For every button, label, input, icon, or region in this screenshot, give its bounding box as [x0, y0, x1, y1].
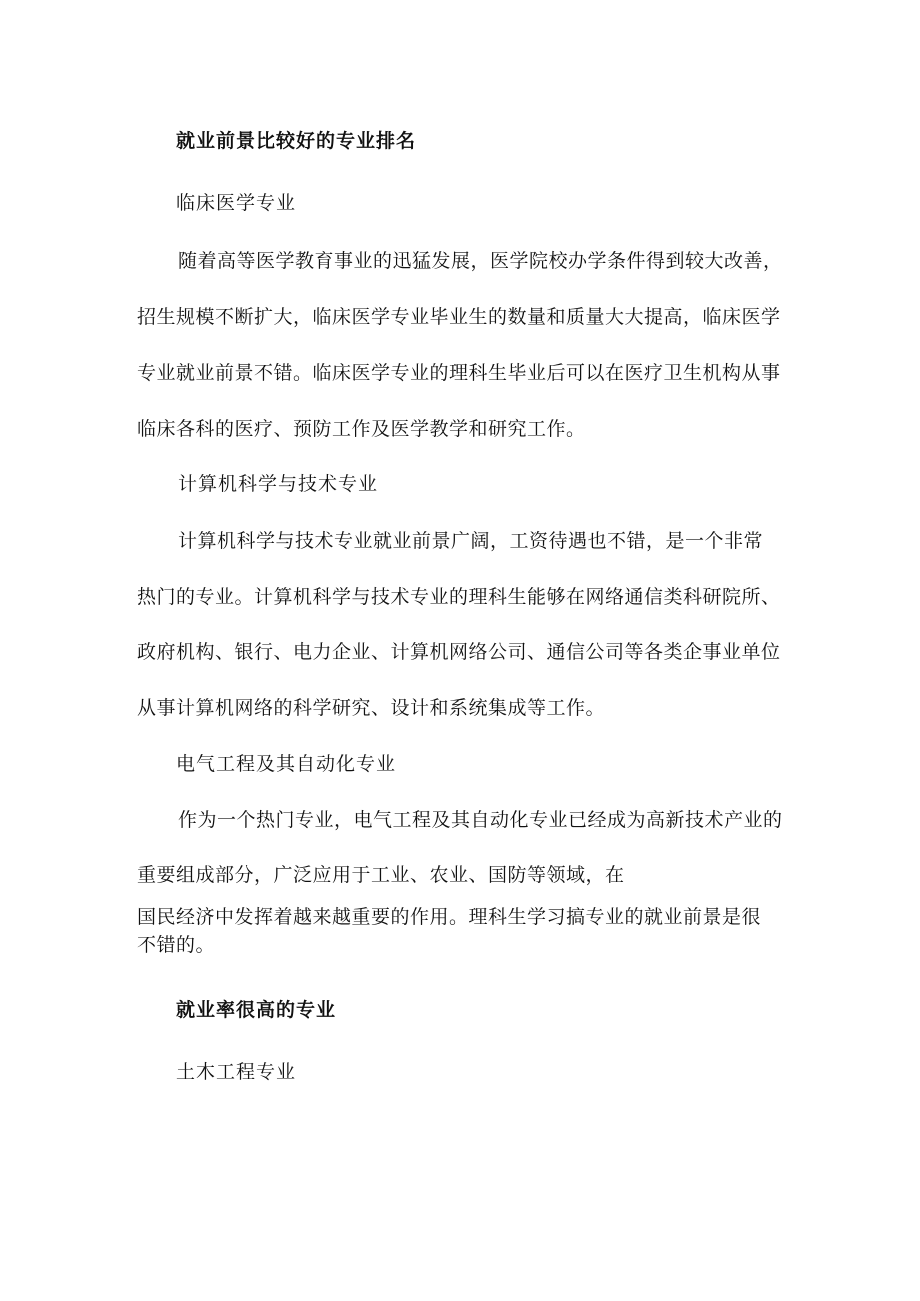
major-title-clinical-medicine: 临床医学专业 [176, 192, 297, 214]
paragraph-line: 计算机科学与技术专业就业前景广阔，工资待遇也不错，是一个非常 [178, 530, 764, 552]
paragraph-line: 作为一个热门专业，电气工程及其自动化专业已经成为高新技术产业的 [178, 809, 783, 831]
paragraph-line: 重要组成部分，广泛应用于工业、农业、国防等领域，在 [137, 864, 625, 886]
paragraph-line: 不错的。 [137, 934, 216, 956]
paragraph-line: 临床各科的医疗、预防工作及医学教学和研究工作。 [137, 418, 586, 440]
paragraph-line: 专业就业前景不错。临床医学专业的理科生毕业后可以在医疗卫生机构从事 [137, 362, 781, 384]
major-title-electrical-engineering: 电气工程及其自动化专业 [176, 753, 397, 775]
section-heading: 就业前景比较好的专业排名 [176, 130, 417, 152]
paragraph-line: 热门的专业。计算机科学与技术专业的理科生能够在网络通信类科研院所、 [137, 586, 781, 608]
paragraph-line: 招生规模不断扩大，临床医学专业毕业生的数量和质量大大提高，临床医学 [137, 306, 781, 328]
paragraph-line: 政府机构、银行、电力企业、计算机网络公司、通信公司等各类企事业单位 [137, 641, 781, 663]
major-title-computer-science: 计算机科学与技术专业 [178, 473, 379, 495]
paragraph-line: 从事计算机网络的科学研究、设计和系统集成等工作。 [137, 697, 606, 719]
section-heading: 就业率很高的专业 [176, 999, 337, 1021]
major-title-civil-engineering: 土木工程专业 [176, 1061, 297, 1083]
paragraph-line: 随着高等医学教育事业的迅猛发展，医学院校办学条件得到较大改善， [178, 250, 783, 272]
paragraph-line: 国民经济中发挥着越来越重要的作用。理科生学习搞专业的就业前景是很 [137, 906, 762, 928]
